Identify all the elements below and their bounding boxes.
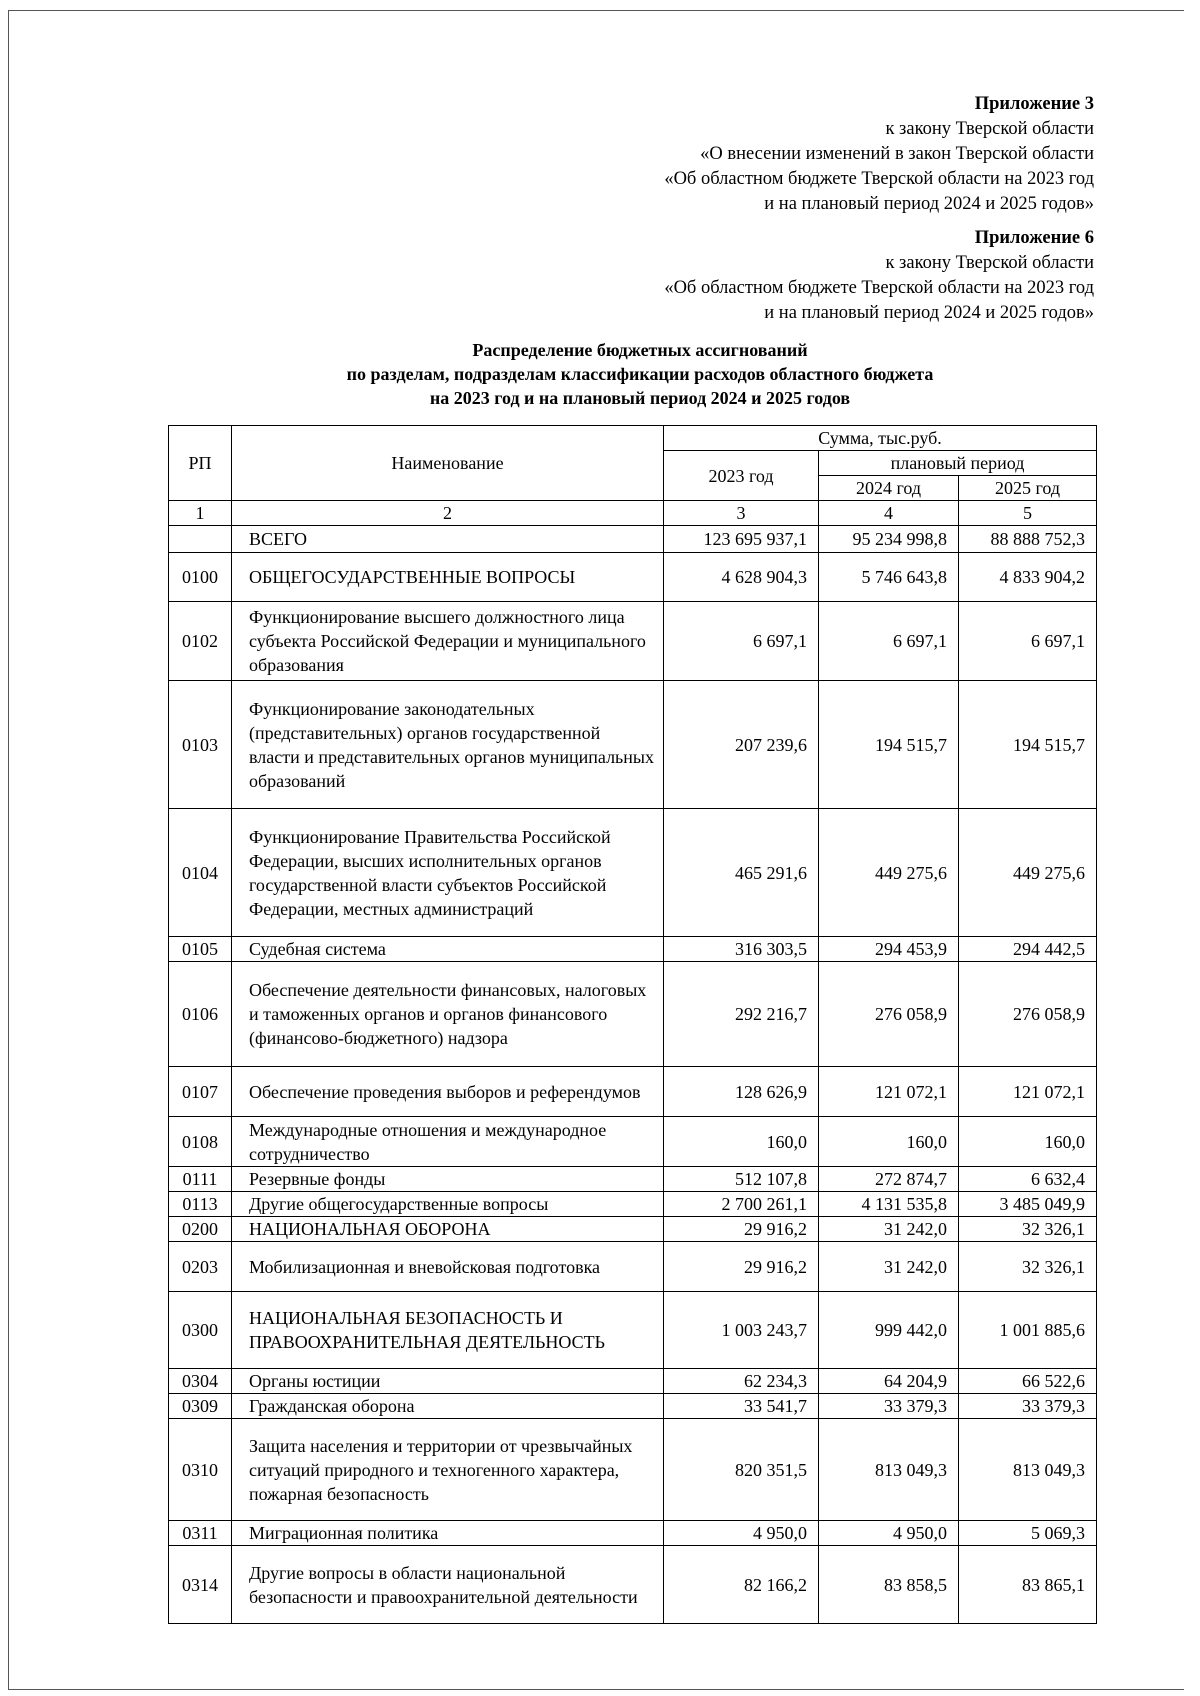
row-code: 0106 — [169, 962, 232, 1067]
row-value-2023: 29 916,2 — [664, 1242, 819, 1292]
table-row — [169, 1292, 1097, 1369]
row-code: 0311 — [169, 1521, 232, 1546]
budget-table — [168, 425, 1097, 1624]
row-value-2024: 449 275,6 — [819, 809, 959, 937]
row-value-2024: 64 204,9 — [819, 1369, 959, 1394]
row-value-2025: 160,0 — [959, 1117, 1097, 1167]
row-value-2025: 4 833 904,2 — [959, 553, 1097, 602]
appendix-header — [560, 92, 1094, 326]
header-planned-period: плановый период — [819, 451, 1097, 476]
row-code — [169, 526, 232, 553]
header-sum: Сумма, тыс.руб. — [664, 426, 1097, 451]
row-code: 0100 — [169, 553, 232, 602]
row-value-2025: 813 049,3 — [959, 1419, 1097, 1521]
row-name: Гражданская оборона — [232, 1394, 664, 1419]
appendix-3-line: к закону Тверской области — [885, 119, 1094, 139]
title-line: Распределение бюджетных ассигнований — [472, 340, 808, 360]
row-value-2025: 5 069,3 — [959, 1521, 1097, 1546]
row-value-2024: 276 058,9 — [819, 962, 959, 1067]
row-code: 0102 — [169, 602, 232, 681]
row-code: 0108 — [169, 1117, 232, 1167]
row-value-2024: 83 858,5 — [819, 1546, 959, 1624]
document-title — [200, 338, 1080, 410]
title-line: на 2023 год и на плановый период 2024 и 2025 годов — [429, 388, 851, 408]
column-number: 3 — [664, 501, 819, 526]
column-number: 2 — [232, 501, 664, 526]
row-value-2024: 160,0 — [819, 1117, 959, 1167]
appendix-6-line: к закону Тверской области — [885, 253, 1094, 273]
row-value-2023: 160,0 — [664, 1117, 819, 1167]
row-value-2025: 194 515,7 — [959, 681, 1097, 809]
row-value-2024: 272 874,7 — [819, 1167, 959, 1192]
header-year-2025: 2025 год — [959, 476, 1097, 501]
row-value-2023: 316 303,5 — [664, 937, 819, 962]
table-row — [169, 1419, 1097, 1521]
row-value-2023: 512 107,8 — [664, 1167, 819, 1192]
appendix-3-line: и на плановый период 2024 и 2025 годов» — [764, 194, 1094, 214]
row-name: Международные отношения и международное сотрудничество — [232, 1117, 664, 1167]
row-name: Другие вопросы в области национальной безопасности и правоохранительной деятельности — [232, 1546, 664, 1624]
row-name: Миграционная политика — [232, 1521, 664, 1546]
row-value-2024: 4 131 535,8 — [819, 1192, 959, 1217]
row-value-2025: 449 275,6 — [959, 809, 1097, 937]
table-row — [169, 1117, 1097, 1167]
row-value-2023: 4 628 904,3 — [664, 553, 819, 602]
row-value-2025: 276 058,9 — [959, 962, 1097, 1067]
appendix-6-line: «Об областном бюджете Тверской области на 2023 год — [664, 278, 1094, 298]
row-name: НАЦИОНАЛЬНАЯ БЕЗОПАСНОСТЬ И ПРАВООХРАНИТЕЛЬНАЯ ДЕЯТЕЛЬНОСТЬ — [232, 1292, 664, 1369]
table-row — [169, 937, 1097, 962]
row-name: Резервные фонды — [232, 1167, 664, 1192]
row-value-2025: 32 326,1 — [959, 1217, 1097, 1242]
row-code: 0103 — [169, 681, 232, 809]
row-value-2023: 6 697,1 — [664, 602, 819, 681]
row-value-2025: 83 865,1 — [959, 1546, 1097, 1624]
appendix-3-title: Приложение 3 — [974, 94, 1094, 114]
row-value-2024: 121 072,1 — [819, 1067, 959, 1117]
row-code: 0104 — [169, 809, 232, 937]
row-value-2024: 194 515,7 — [819, 681, 959, 809]
header-name: Наименование — [232, 426, 664, 501]
appendix-3-line: «О внесении изменений в закон Тверской области — [700, 144, 1094, 164]
table-row — [169, 809, 1097, 937]
row-code: 0309 — [169, 1394, 232, 1419]
row-name: Функционирование высшего должностного лица субъекта Российской Федерации и муниципального образования — [232, 602, 664, 681]
table-row — [169, 1394, 1097, 1419]
row-value-2025: 294 442,5 — [959, 937, 1097, 962]
row-name: ОБЩЕГОСУДАРСТВЕННЫЕ ВОПРОСЫ — [232, 553, 664, 602]
row-code: 0200 — [169, 1217, 232, 1242]
table-row — [169, 962, 1097, 1067]
row-value-2025: 88 888 752,3 — [959, 526, 1097, 553]
row-value-2023: 82 166,2 — [664, 1546, 819, 1624]
row-value-2025: 33 379,3 — [959, 1394, 1097, 1419]
row-value-2023: 123 695 937,1 — [664, 526, 819, 553]
appendix-6-line: и на плановый период 2024 и 2025 годов» — [764, 303, 1094, 323]
row-name: Органы юстиции — [232, 1369, 664, 1394]
appendix-6-title: Приложение 6 — [974, 228, 1094, 248]
row-value-2023: 292 216,7 — [664, 962, 819, 1067]
row-code: 0113 — [169, 1192, 232, 1217]
row-value-2024: 294 453,9 — [819, 937, 959, 962]
header-year-2024: 2024 год — [819, 476, 959, 501]
table-row — [169, 1546, 1097, 1624]
row-name: Судебная система — [232, 937, 664, 962]
row-value-2025: 3 485 049,9 — [959, 1192, 1097, 1217]
row-name: Функционирование Правительства Российской Федерации, высших исполнительных органов государственной власти субъектов Российской Федерации, местных администраций — [232, 809, 664, 937]
table-row — [169, 1369, 1097, 1394]
row-value-2023: 62 234,3 — [664, 1369, 819, 1394]
row-value-2023: 1 003 243,7 — [664, 1292, 819, 1369]
table-row — [169, 1242, 1097, 1292]
row-name: НАЦИОНАЛЬНАЯ ОБОРОНА — [232, 1217, 664, 1242]
title-line: по разделам, подразделам классификации расходов областного бюджета — [346, 364, 934, 384]
row-value-2023: 128 626,9 — [664, 1067, 819, 1117]
table-row — [169, 526, 1097, 553]
table-row — [169, 1521, 1097, 1546]
table-row — [169, 1167, 1097, 1192]
row-code: 0310 — [169, 1419, 232, 1521]
row-value-2024: 999 442,0 — [819, 1292, 959, 1369]
table-row — [169, 602, 1097, 681]
column-number: 5 — [959, 501, 1097, 526]
column-number: 4 — [819, 501, 959, 526]
row-code: 0300 — [169, 1292, 232, 1369]
row-code: 0304 — [169, 1369, 232, 1394]
row-name: Мобилизационная и вневойсковая подготовка — [232, 1242, 664, 1292]
row-value-2025: 6 632,4 — [959, 1167, 1097, 1192]
row-value-2024: 813 049,3 — [819, 1419, 959, 1521]
row-value-2024: 31 242,0 — [819, 1217, 959, 1242]
row-name: Обеспечение проведения выборов и референдумов — [232, 1067, 664, 1117]
row-value-2024: 33 379,3 — [819, 1394, 959, 1419]
row-name: Защита населения и территории от чрезвычайных ситуаций природного и техногенного характера, пожарная безопасность — [232, 1419, 664, 1521]
table-row — [169, 1067, 1097, 1117]
row-code: 0111 — [169, 1167, 232, 1192]
row-value-2023: 2 700 261,1 — [664, 1192, 819, 1217]
row-code: 0105 — [169, 937, 232, 962]
row-value-2023: 465 291,6 — [664, 809, 819, 937]
row-value-2023: 207 239,6 — [664, 681, 819, 809]
row-value-2025: 66 522,6 — [959, 1369, 1097, 1394]
row-name: Обеспечение деятельности финансовых, налоговых и таможенных органов и органов финансового (финансово-бюджетного) надзора — [232, 962, 664, 1067]
row-value-2024: 95 234 998,8 — [819, 526, 959, 553]
row-name: ВСЕГО — [232, 526, 664, 553]
table-row — [169, 681, 1097, 809]
table-row — [169, 1217, 1097, 1242]
table-row — [169, 553, 1097, 602]
row-name: Другие общегосударственные вопросы — [232, 1192, 664, 1217]
row-value-2024: 5 746 643,8 — [819, 553, 959, 602]
row-value-2025: 6 697,1 — [959, 602, 1097, 681]
row-code: 0203 — [169, 1242, 232, 1292]
header-rp: РП — [169, 426, 232, 501]
row-value-2023: 29 916,2 — [664, 1217, 819, 1242]
row-value-2023: 33 541,7 — [664, 1394, 819, 1419]
column-number: 1 — [169, 501, 232, 526]
table-row — [169, 1192, 1097, 1217]
row-value-2024: 4 950,0 — [819, 1521, 959, 1546]
row-name: Функционирование законодательных (представительных) органов государственной власти и представительных органов муниципальных образований — [232, 681, 664, 809]
row-code: 0314 — [169, 1546, 232, 1624]
row-value-2023: 4 950,0 — [664, 1521, 819, 1546]
row-value-2025: 121 072,1 — [959, 1067, 1097, 1117]
row-code: 0107 — [169, 1067, 232, 1117]
appendix-3-line: «Об областном бюджете Тверской области на 2023 год — [664, 169, 1094, 189]
row-value-2025: 1 001 885,6 — [959, 1292, 1097, 1369]
row-value-2024: 31 242,0 — [819, 1242, 959, 1292]
row-value-2024: 6 697,1 — [819, 602, 959, 681]
row-value-2023: 820 351,5 — [664, 1419, 819, 1521]
row-value-2025: 32 326,1 — [959, 1242, 1097, 1292]
header-year-2023: 2023 год — [664, 451, 819, 501]
